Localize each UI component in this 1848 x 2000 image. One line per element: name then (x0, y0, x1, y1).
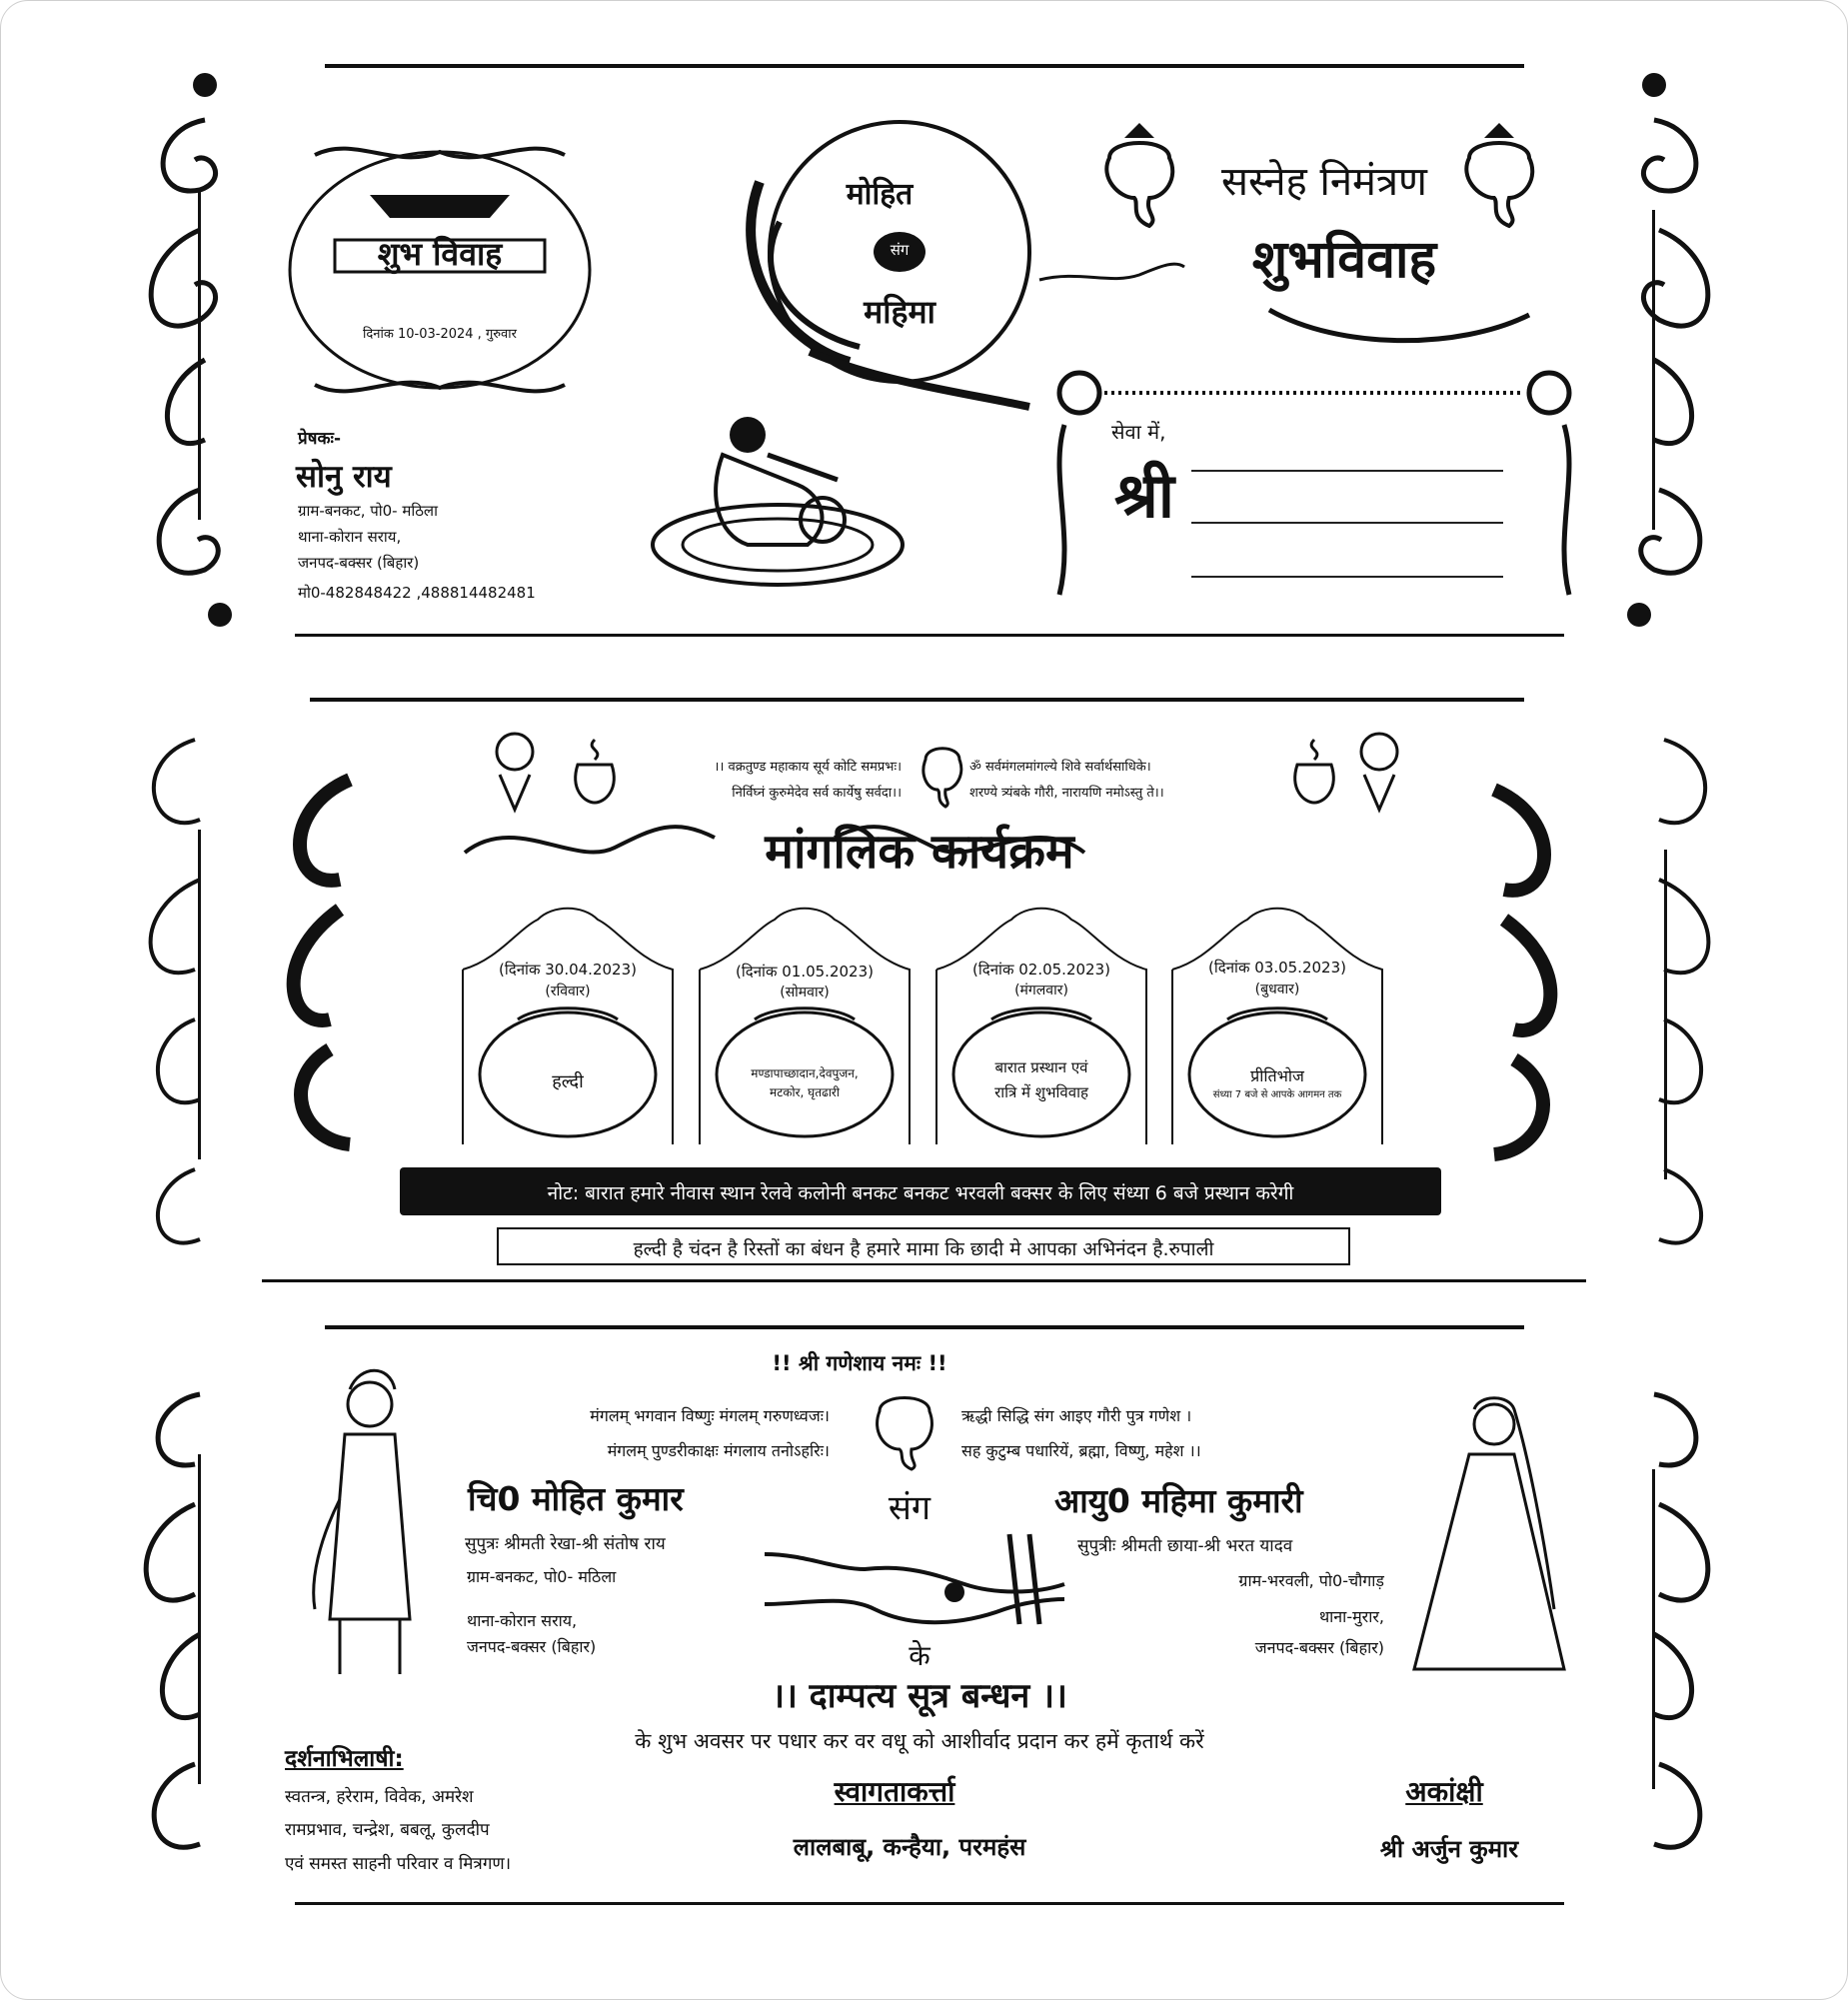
shloka-left-2: निर्विघ्नं कुरुमेदेव सर्व कार्येषु सर्वदा।। (732, 786, 902, 801)
right-scroll-ornament (1559, 1324, 1749, 1914)
darshan-line-3: एवं समस्त साहनी परिवार व मित्रगण। (285, 1854, 512, 1874)
groom-line-2: ग्राम-बनकट, पो0- मठिला (467, 1567, 617, 1586)
note-text: नोट: बारात हमारे नीवास स्थान रेलवे कलोनी बनकट बनकट भरवली बक्सर के लिए संध्या 6 बजे प्रस्थान करेगी (547, 1182, 1294, 1204)
sang-text: संग (888, 1488, 931, 1528)
joined-hands-illustration (765, 1514, 1064, 1634)
invite-title: शुभविवाह (1251, 229, 1437, 290)
riddhi-line-2: सह कुटुम्ब पधारियें, ब्रह्मा, विष्णु, महेश ।। (961, 1441, 1201, 1460)
sender-line-3: जनपद-बक्सर (बिहार) (298, 554, 420, 572)
title-swash (1259, 300, 1539, 350)
event-day: (रविवार) (545, 984, 591, 1000)
bride-line-2: ग्राम-भरवली, पो0-चौगाड़ (1238, 1571, 1384, 1590)
invite-heading: सस्नेह निमंत्रण (1221, 159, 1427, 205)
ganesh-icon (1099, 118, 1179, 228)
haldi-line-box (497, 1227, 1350, 1265)
event-subtitle: संध्या 7 बजे से आपके आगमन तक (1212, 1089, 1342, 1100)
bride-name: आयु0 महिमा कुमारी (1054, 1481, 1303, 1520)
bottom-rule (295, 634, 1564, 637)
akanshi-name: श्री अर्जुन कुमार (1379, 1835, 1519, 1863)
event-subtitle: रात्रि में शुभविवाह (994, 1083, 1088, 1101)
event-day: (मंगलवार) (1014, 983, 1068, 999)
flourish-line (1039, 255, 1189, 295)
darshan-label: दर्शनाभिलाषी: (285, 1746, 404, 1772)
swagat-names: लालबाबू, कन्हैया, परमहंस (793, 1833, 1026, 1861)
bride-line-4: जनपद-बक्सर (बिहार) (1254, 1638, 1384, 1657)
bride-illustration (1404, 1379, 1574, 1699)
event-arch-frame (931, 900, 1151, 1149)
bottom-rule (262, 1279, 1586, 1282)
haldi-line: हल्दी है चंदन है रिस्तों का बंधन है हमारे मामा कि छादी मे आपका अभिनंदन है.रुपाली (633, 1238, 1214, 1260)
event-day: (सोमवार) (780, 985, 830, 1000)
sender-name: सोनु राय (296, 459, 392, 495)
darshan-line-2: रामप्रभाव, चन्द्रेश, बबलू, कुलदीप (285, 1820, 490, 1840)
top-rule (310, 698, 1524, 702)
right-scroll-ornament (1559, 700, 1759, 1289)
sender-label: प्रेषकः- (298, 429, 342, 449)
sender-line-1: ग्राम-बनकट, पो0- मठिला (298, 502, 438, 520)
invite-line: के शुभ अवसर पर पधार कर वर वधू को आशीर्वाद प्रदान कर हमें कृतार्थ करें (635, 1729, 1204, 1753)
sender-line-4: मो0-482848422 ,488814482481 (298, 584, 536, 602)
left-scroll-ornament (105, 1324, 295, 1914)
namaste-lady-icon (490, 730, 540, 815)
address-line-3[interactable] (1191, 576, 1503, 578)
event-title: मण्डापाच्छादान,देवपुजन, (751, 1066, 859, 1080)
namaste-lady-icon (1354, 730, 1404, 815)
top-rule (325, 1325, 1524, 1329)
mangalam-line-2: मंगलम् पुण्डरीकाक्षः मंगलाय तनोऽहरिः। (607, 1441, 830, 1460)
event-arch-frame (695, 900, 915, 1149)
bottom-rule (295, 1902, 1564, 1905)
ke-text: के (909, 1639, 930, 1672)
event-day: (बुधवार) (1254, 982, 1300, 998)
event-date: (दिनांक 02.05.2023) (972, 961, 1110, 979)
badge-date: दिनांक 10-03-2024 , गुरुवार (363, 327, 517, 342)
bride-line-1: सुपुत्रीः श्रीमती छाया-श्री भरत यादव (1077, 1536, 1293, 1556)
groom-line-1: सुपुत्रः श्रीमती रेखा-श्री संतोष राय (465, 1534, 666, 1554)
couple-circle (740, 122, 1049, 422)
mangalam-line-1: मंगलम् भगवान विष्णुः मंगलम् गरुणध्वजः। (590, 1406, 830, 1425)
address-line-2[interactable] (1191, 522, 1503, 524)
sang-badge: संग (890, 241, 910, 259)
ganesh-icon (1459, 118, 1539, 228)
event-date: (दिनांक 01.05.2023) (736, 963, 874, 981)
ganesh-icon (918, 735, 967, 810)
groom-illustration (300, 1359, 450, 1689)
programme-heading: मांगलिक कार्यक्रम (765, 824, 1074, 880)
groom-name: चि0 मोहित कुमार (468, 1479, 684, 1518)
right-scroll-ornament (1559, 60, 1749, 650)
groom-short-name: मोहित (846, 177, 914, 212)
darshan-line-1: स्वतन्त्र, हरेराम, विवेक, अमरेश (285, 1787, 474, 1807)
sender-line-2: थाना-कोरान सराय, (298, 528, 402, 546)
top-rule (325, 64, 1524, 68)
badge-title: शुभ विवाह (377, 235, 503, 273)
groom-line-4: जनपद-बक्सर (बिहार) (467, 1637, 597, 1656)
note-banner (400, 1167, 1441, 1215)
shehnai-player-illustration (648, 405, 908, 590)
bride-line-3: थाना-मुरार, (1318, 1607, 1384, 1626)
bride-short-name: महिमा (864, 293, 935, 331)
shloka-right-2: शरण्ये त्र्यंबके गौरी, नारायणि नमोऽस्तु ते।। (969, 786, 1164, 801)
seva-label: सेवा में, (1111, 420, 1166, 444)
event-title: प्रीतिभोज (1250, 1066, 1304, 1085)
event-date: (दिनांक 03.05.2023) (1208, 959, 1346, 977)
shloka-right-1: ॐ सर्वमंगलमांगल्ये शिवे सर्वार्थसाधिके। (969, 760, 1151, 775)
ganesh-line: !! श्री गणेशाय नमः !! (772, 1351, 947, 1375)
swagat-label: स्वागताकर्त्ता (834, 1775, 955, 1808)
event-arch-frame (1167, 900, 1387, 1149)
riddhi-line-1: ऋद्धी सिद्धि संग आइए गौरी पुत्र गणेश । (961, 1406, 1192, 1425)
shri-glyph: श्री (1114, 459, 1174, 532)
bandhan-title: ।। दाम्पत्य सूत्र बन्धन ।। (772, 1676, 1067, 1716)
event-title: बारात प्रस्थान एवं (994, 1058, 1088, 1076)
left-scroll-ornament (110, 60, 300, 650)
kalash-icon (570, 735, 620, 810)
event-date: (दिनांक 30.04.2023) (499, 961, 637, 979)
event-arch-frame (458, 900, 678, 1149)
left-bold-scroll (270, 760, 380, 1159)
ganesh-icon (870, 1381, 939, 1471)
shloka-left-1: ।। वक्रतुण्ड महाकाय सूर्य कोटि समप्रभः। (714, 760, 902, 775)
kalash-icon (1289, 735, 1339, 810)
right-bold-scroll (1464, 770, 1574, 1169)
event-subtitle: मटकोर, घृतढारी (770, 1085, 840, 1099)
address-line-1[interactable] (1191, 470, 1503, 472)
event-title: हल्दी (552, 1071, 584, 1092)
groom-line-3: थाना-कोरान सराय, (467, 1611, 578, 1630)
akanshi-label: अकांक्षी (1405, 1775, 1483, 1808)
